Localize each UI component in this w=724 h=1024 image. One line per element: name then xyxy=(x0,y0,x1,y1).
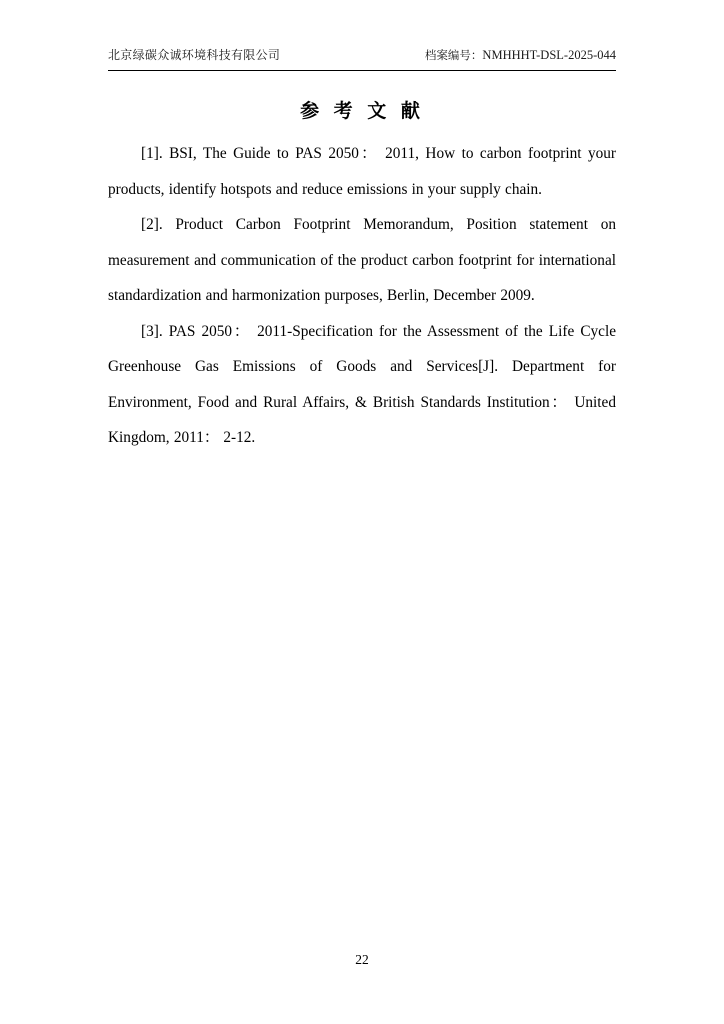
header-divider xyxy=(108,70,616,71)
archive-number-value: NMHHHT-DSL-2025-044 xyxy=(482,48,616,62)
list-item: [2]. Product Carbon Footprint Memorandum, Position statement on measurement and communication of the product carbon footprint for international standardization and harmonization purposes, Berlin, December 2009. xyxy=(108,216,616,304)
list-item: [3]. PAS 2050： 2011-Specification for the Assessment of the Life Cycle Greenhouse Gas Emissions of Goods and Services[J]. Department for Environment, Food and Rural Affairs, & British Standards Institution： United Kingdom, 2011： 2-12. xyxy=(108,322,616,446)
list-item: [1]. BSI, The Guide to PAS 2050： 2011, How to carbon footprint your products, identify hotspots and reduce emissions in your supply chain. xyxy=(108,145,616,198)
page-title: 参 考 文 献 xyxy=(300,100,424,122)
company-name: 北京绿碳众诚环境科技有限公司 xyxy=(108,48,281,62)
references-list xyxy=(108,136,616,456)
archive-number-group xyxy=(425,47,616,63)
archive-number-label: 档案编号： xyxy=(424,48,483,62)
page-number: 22 xyxy=(355,952,369,967)
page-header xyxy=(108,46,616,63)
